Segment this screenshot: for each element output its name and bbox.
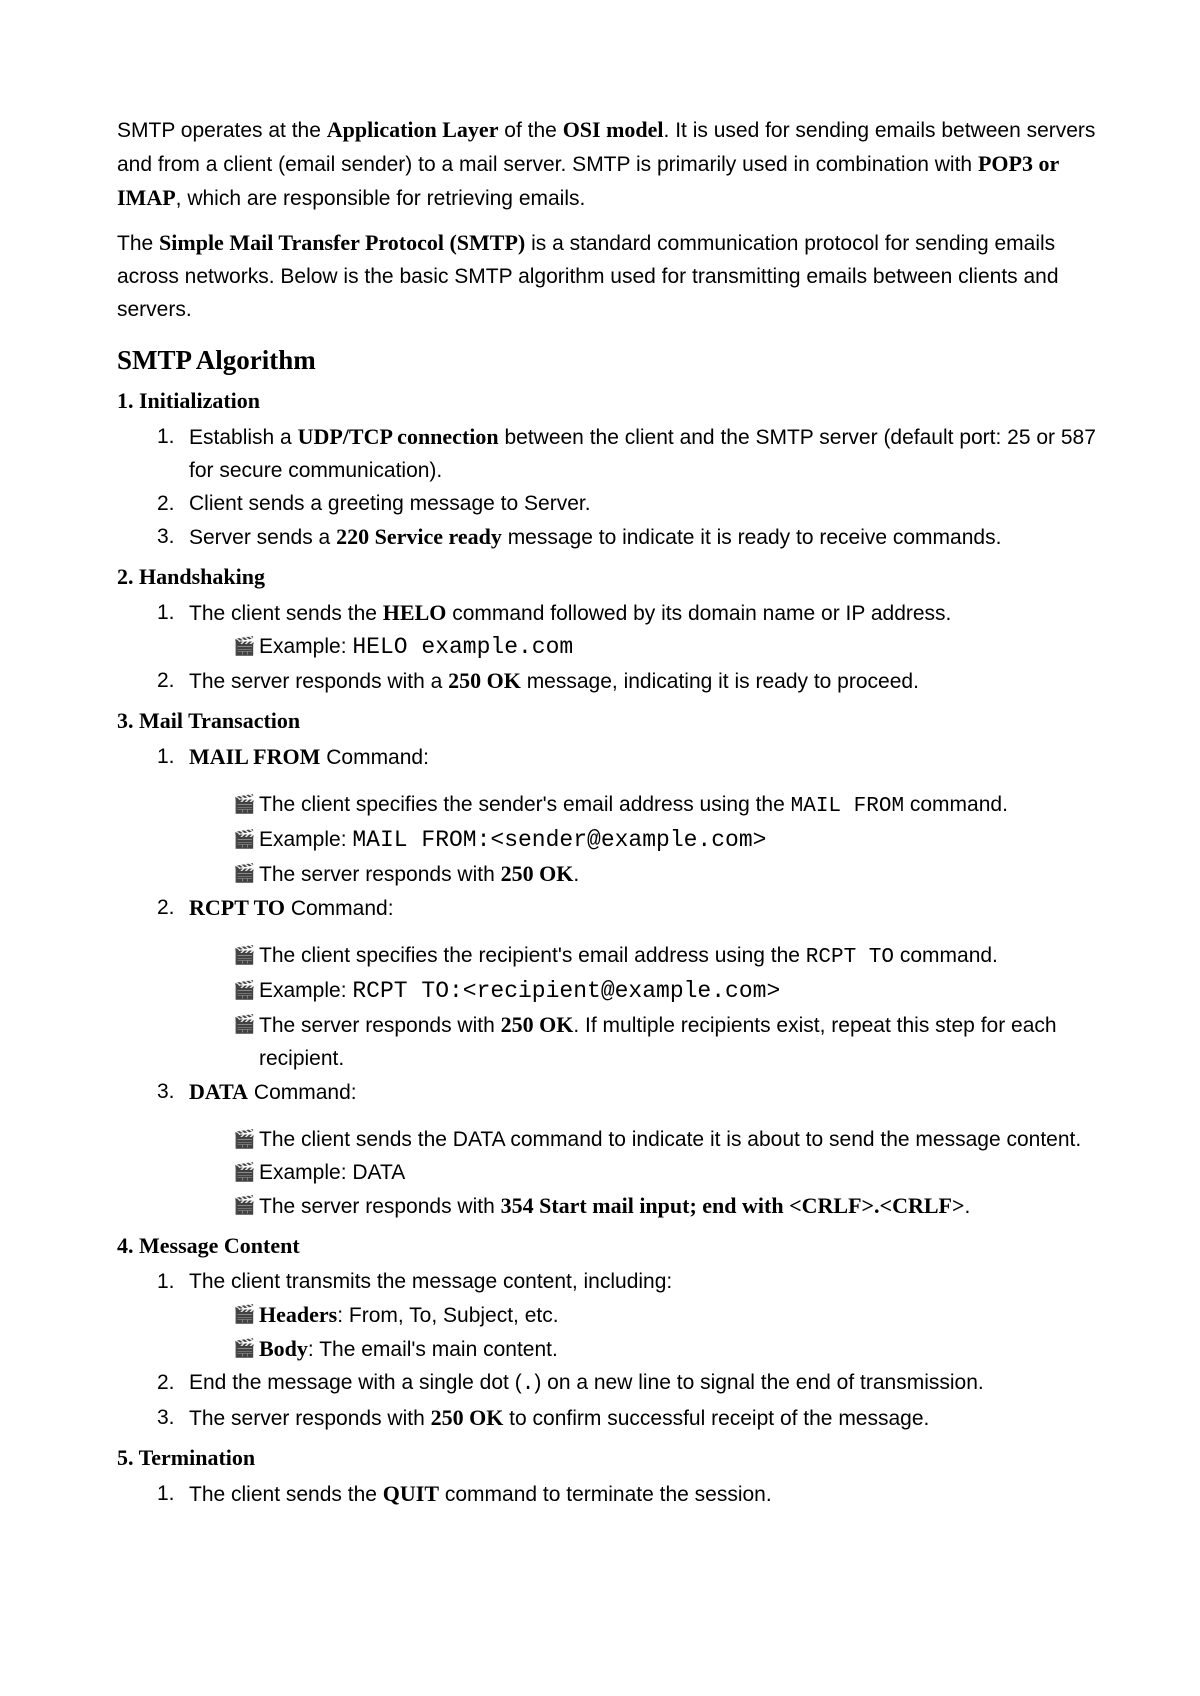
bold-term: Simple Mail Transfer Protocol (SMTP) <box>159 230 526 255</box>
step-number: 2. <box>157 669 175 692</box>
text-run: Establish a <box>189 426 298 449</box>
text-run: The client specifies the recipient's email address using the <box>259 944 806 967</box>
step-text <box>189 746 429 769</box>
step-text <box>189 1483 772 1506</box>
code-snippet: RCPT TO <box>805 946 895 969</box>
text-run: between the client and the SMTP server (default port: 25 or 587 for secure communication). <box>189 426 1096 482</box>
sub-bullet-item <box>233 788 1097 823</box>
code-snippet: RCPT TO:<recipient@example.com> <box>352 978 781 1004</box>
bold-term: 250 OK <box>500 1012 574 1037</box>
step-text <box>189 1371 984 1394</box>
step-number: 2. <box>157 1371 175 1394</box>
intro-section <box>117 113 1097 326</box>
document-content <box>117 113 1097 1517</box>
sub-bullet-item <box>233 823 1097 857</box>
bold-term: HELO <box>382 600 447 625</box>
text-run: . If multiple recipients exist, repeat this step for each recipient. <box>259 1014 1057 1070</box>
code-snippet: MAIL FROM:<sender@example.com> <box>352 827 767 853</box>
step-item <box>157 1366 1097 1401</box>
text-run: Example: <box>259 979 353 1002</box>
text-run: . <box>573 863 580 886</box>
bold-term: 354 Start mail input; end with <CRLF>.<CRLF> <box>500 1193 965 1218</box>
step-number: 3. <box>157 1406 175 1429</box>
section-heading: 5. Termination <box>117 1445 256 1470</box>
step-number: 1. <box>157 745 175 768</box>
step-text <box>189 1270 672 1293</box>
step-item <box>157 596 1097 664</box>
text-run: Example: DATA <box>259 1161 406 1184</box>
clapper-icon: 🎬 <box>233 636 256 656</box>
text-run: The client sends the DATA command to indicate it is about to send the message content. <box>259 1128 1082 1151</box>
intro-paragraph <box>117 113 1097 215</box>
step-number: 1. <box>157 425 175 448</box>
text-run: Command: <box>248 1081 357 1104</box>
step-list <box>117 1477 1097 1511</box>
text-run: The server responds with <box>259 863 501 886</box>
bold-term: Body <box>259 1336 308 1361</box>
clapper-icon: 🎬 <box>233 1014 256 1034</box>
text-run: command to terminate the session. <box>439 1483 772 1506</box>
text-run: The client sends the <box>189 1483 383 1506</box>
text-run: The client specifies the sender's email address using the <box>259 793 791 816</box>
bold-term: 250 OK <box>448 668 521 693</box>
text-run: Example: <box>259 635 353 658</box>
step-item <box>157 420 1097 487</box>
step-text <box>189 1081 357 1104</box>
step-item <box>157 1075 1097 1223</box>
section-heading: 4. Message Content <box>117 1233 300 1258</box>
clapper-icon: 🎬 <box>233 1304 256 1324</box>
bold-term: RCPT TO <box>189 895 285 920</box>
sub-bullet-item <box>233 1332 1097 1366</box>
section-heading: 2. Handshaking <box>117 564 265 589</box>
sub-bullet-item <box>233 1123 1097 1156</box>
step-text <box>189 602 951 625</box>
sub-bullet-item <box>233 974 1097 1008</box>
step-item <box>157 891 1097 1075</box>
clapper-icon: 🎬 <box>233 1129 256 1149</box>
step-text <box>189 492 591 515</box>
sub-bullet-list <box>189 1298 1097 1366</box>
sub-bullet-item <box>233 939 1097 974</box>
text-run: , which are responsible for retrieving emails. <box>175 187 586 210</box>
sub-bullet-item <box>233 1008 1097 1075</box>
section-heading: 1. Initialization <box>117 388 261 413</box>
sub-bullet-item <box>233 1189 1097 1223</box>
bold-term: UDP/TCP connection <box>297 424 499 449</box>
text-run: The <box>117 232 160 255</box>
text-run: command. <box>894 944 998 967</box>
step-number: 3. <box>157 1080 175 1103</box>
code-snippet: . <box>521 1373 535 1396</box>
step-text <box>189 526 1001 549</box>
bold-term: 220 Service ready <box>336 524 502 549</box>
sub-bullet-list <box>189 630 1097 664</box>
text-run: Client sends a greeting message to Server. <box>189 492 591 515</box>
step-item <box>157 1265 1097 1366</box>
text-run: ) on a new line to signal the end of transmission. <box>534 1371 984 1394</box>
text-run: The client transmits the message content, including: <box>189 1270 673 1293</box>
step-number: 1. <box>157 601 175 624</box>
bold-term: MAIL FROM <box>189 744 321 769</box>
text-run: Server sends a <box>189 526 337 549</box>
code-snippet: MAIL FROM <box>790 795 905 818</box>
sub-bullet-item <box>233 630 1097 664</box>
intro-paragraph <box>117 226 1097 326</box>
text-run: The server responds with <box>259 1014 501 1037</box>
text-run: End the message with a single dot ( <box>189 1371 522 1394</box>
bold-term: OSI model <box>562 117 664 142</box>
sub-bullet-item <box>233 857 1097 891</box>
step-list <box>117 596 1097 698</box>
code-snippet: HELO example.com <box>352 634 574 660</box>
text-run: to confirm successful receipt of the message. <box>503 1407 930 1430</box>
text-run: Command: <box>320 746 429 769</box>
algorithm-sections <box>117 384 1097 1511</box>
text-run: : The email's main content. <box>307 1338 558 1361</box>
step-list <box>117 740 1097 1223</box>
bold-term: Headers <box>259 1302 338 1327</box>
sub-bullet-list <box>189 1123 1097 1223</box>
text-run: . It is used for sending emails between servers and from a client (email sender) to a mail server. SMTP is primarily used in combination with <box>117 119 1096 176</box>
step-text <box>189 670 919 693</box>
step-list <box>117 1265 1097 1435</box>
clapper-icon: 🎬 <box>233 829 256 849</box>
text-run: The server responds with <box>189 1407 431 1430</box>
clapper-icon: 🎬 <box>233 794 256 814</box>
step-list <box>117 420 1097 554</box>
step-text <box>189 426 1096 482</box>
clapper-icon: 🎬 <box>233 863 256 883</box>
step-item <box>157 487 1097 520</box>
sub-bullet-list <box>189 939 1097 1075</box>
step-item <box>157 1401 1097 1435</box>
text-run: message, indicating it is ready to proceed. <box>520 670 919 693</box>
text-run: message to indicate it is ready to receive commands. <box>501 526 1002 549</box>
text-run: is a standard communication protocol for sending emails across networks. Below is the basic SMTP algorithm used for transmitting emails between clients and servers. <box>117 232 1059 321</box>
text-run: Command: <box>284 897 394 920</box>
bold-term: 250 OK <box>500 861 574 886</box>
bold-term: Application Layer <box>326 117 499 142</box>
text-run: of the <box>498 119 563 142</box>
step-item <box>157 664 1097 698</box>
sub-bullet-item <box>233 1156 1097 1189</box>
step-number: 2. <box>157 896 175 919</box>
step-text <box>189 897 394 920</box>
step-item <box>157 1477 1097 1511</box>
step-text <box>189 1407 929 1430</box>
step-number: 3. <box>157 525 175 548</box>
clapper-icon: 🎬 <box>233 1338 256 1358</box>
text-run: The server responds with <box>259 1195 501 1218</box>
page-title: SMTP Algorithm <box>117 345 316 375</box>
text-run: The client sends the <box>189 602 383 625</box>
text-run: : From, To, Subject, etc. <box>337 1304 559 1327</box>
text-run: The server responds with a <box>189 670 449 693</box>
sub-bullet-list <box>189 788 1097 891</box>
clapper-icon: 🎬 <box>233 1162 256 1182</box>
clapper-icon: 🎬 <box>233 1195 256 1215</box>
step-number: 1. <box>157 1482 175 1505</box>
text-run: SMTP operates at the <box>117 119 327 142</box>
step-number: 2. <box>157 492 175 515</box>
text-run: . <box>964 1195 971 1218</box>
step-item <box>157 520 1097 554</box>
step-number: 1. <box>157 1270 175 1293</box>
bold-term: QUIT <box>382 1481 440 1506</box>
bold-term: 250 OK <box>430 1405 504 1430</box>
text-run: command. <box>904 793 1008 816</box>
bold-term: POP3 or IMAP <box>117 151 1059 210</box>
clapper-icon: 🎬 <box>233 945 256 965</box>
text-run: command followed by its domain name or IP address. <box>446 602 952 625</box>
sub-bullet-item <box>233 1298 1097 1332</box>
text-run: Example: <box>259 828 353 851</box>
clapper-icon: 🎬 <box>233 980 256 1000</box>
step-item <box>157 740 1097 891</box>
bold-term: DATA <box>189 1079 249 1104</box>
section-heading: 3. Mail Transaction <box>117 708 301 733</box>
